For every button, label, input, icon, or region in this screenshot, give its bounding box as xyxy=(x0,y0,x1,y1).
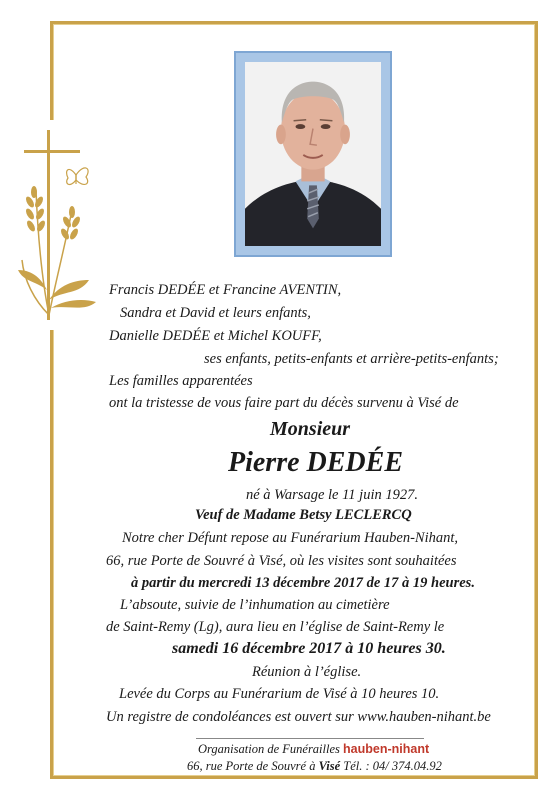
details-line-9: Un registre de condoléances est ouvert sur www.hauben-nihant.be xyxy=(106,709,491,725)
details-line-7: Réunion à l’église. xyxy=(252,664,362,680)
family-line-4: ses enfants, petits-enfants et arrière-petits-enfants; xyxy=(204,351,499,367)
details-line-8: Levée du Corps au Funérarium de Visé à 10 heures 10. xyxy=(119,686,440,702)
footer-address xyxy=(187,759,442,774)
footer-divider xyxy=(196,738,424,739)
footer-address-street: 66, rue Porte de Souvré à xyxy=(187,759,316,773)
details-line-1: Notre cher Défunt repose au Funérarium Hauben-Nihant, xyxy=(122,530,459,546)
portrait-frame xyxy=(234,51,392,257)
birth-info: né à Warsage le 11 juin 1927. xyxy=(246,487,418,503)
family-line-1: Francis DEDÉE et Francine AVENTIN, xyxy=(109,282,342,298)
cross-wheat-butterfly-icon xyxy=(14,130,104,330)
family-line-3: Danielle DEDÉE et Michel KOUFF, xyxy=(109,328,322,344)
portrait-photo xyxy=(245,62,381,246)
details-line-6: samedi 16 décembre 2017 à 10 heures 30. xyxy=(172,640,446,657)
footer-city: Visé xyxy=(318,759,341,773)
details-line-2: 66, rue Porte de Souvré à Visé, où les visites sont souhaitées xyxy=(106,553,457,569)
footer-organisation xyxy=(198,742,429,757)
deceased-name: Pierre DEDÉE xyxy=(228,447,403,478)
widower-info: Veuf de Madame Betsy LECLERCQ xyxy=(195,507,412,523)
details-line-4: L’absoute, suivie de l’inhumation au cimetière xyxy=(120,597,390,613)
family-line-2: Sandra et David et leurs enfants, xyxy=(120,305,311,321)
details-line-5: de Saint-Remy (Lg), aura lieu en l’église de Saint-Remy le xyxy=(106,619,445,635)
brand-logo: hauben-nihant xyxy=(343,742,430,756)
footer-phone: Tél. : 04/ 374.04.92 xyxy=(343,759,442,773)
details-line-3: à partir du mercredi 13 décembre 2017 de 17 à 19 heures. xyxy=(131,575,475,591)
family-line-6: ont la tristesse de vous faire part du décès survenu à Visé de xyxy=(109,395,459,411)
family-line-5: Les familles apparentées xyxy=(109,373,253,389)
honorific: Monsieur xyxy=(270,418,351,440)
footer-org-prefix: Organisation de Funérailles xyxy=(198,742,340,756)
